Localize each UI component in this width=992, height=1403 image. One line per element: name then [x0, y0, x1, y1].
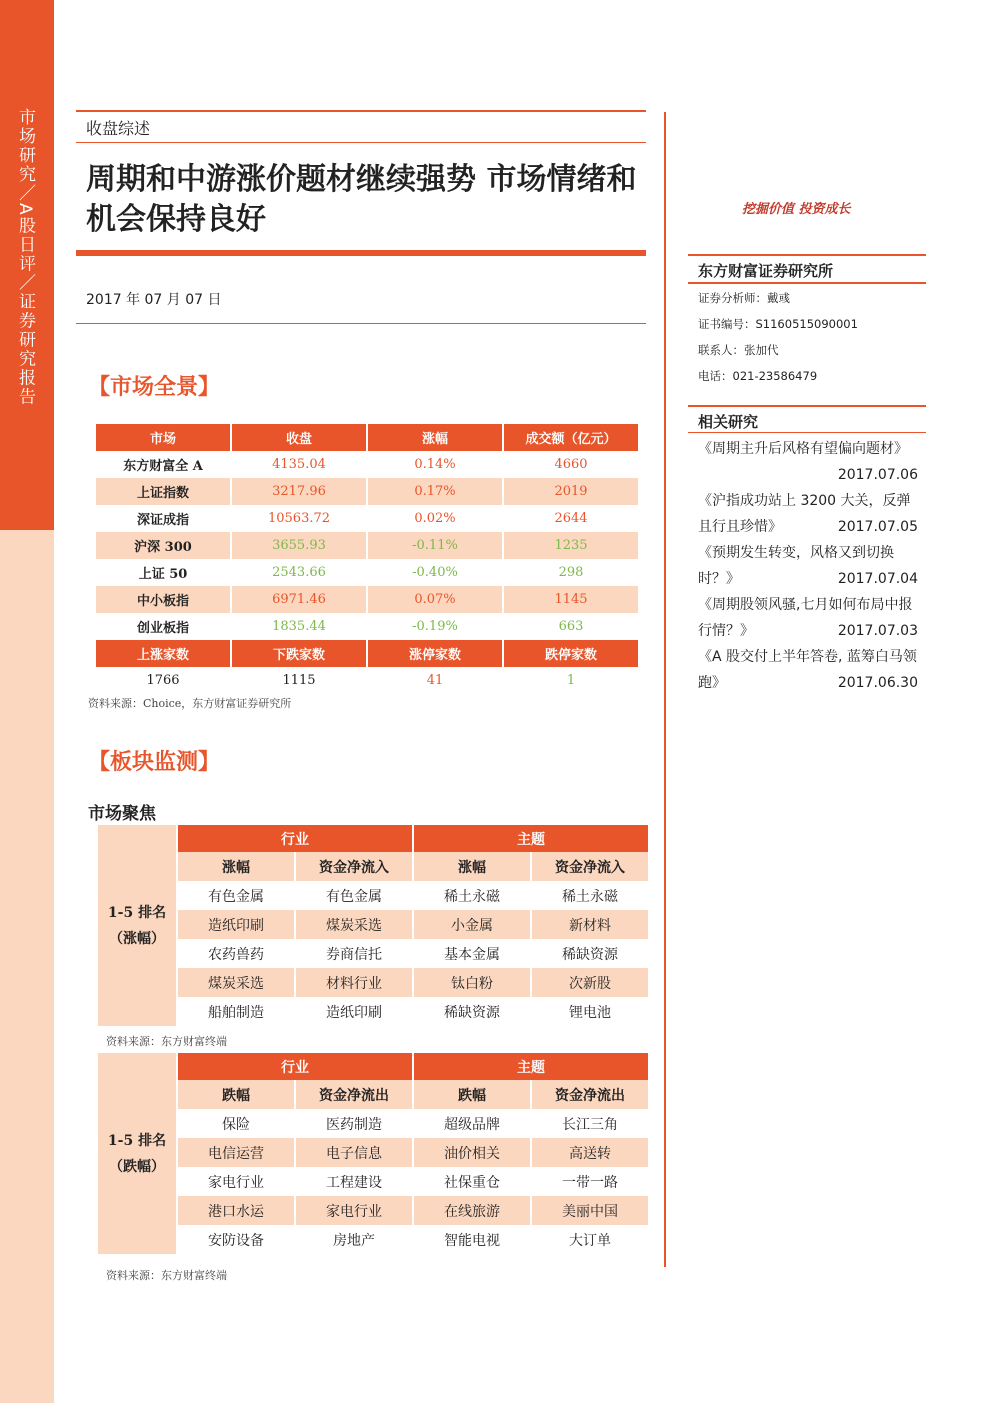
report-date: 2017 年 07 月 07 日: [86, 292, 222, 308]
table-row: [98, 1225, 648, 1254]
table-cell: 安防设备: [208, 1232, 264, 1249]
table-row: [96, 478, 638, 505]
rank-label-line: （涨幅）: [109, 930, 165, 947]
section-label: 收盘综述: [86, 119, 151, 138]
group-header-industry: 行业: [178, 825, 412, 852]
table-row: [96, 613, 638, 640]
report-title: 周期和中游涨价题材继续强势 市场情绪和机会保持良好: [86, 162, 637, 237]
table-cell: 长江三角: [562, 1116, 618, 1133]
rank-label-line: （跌幅）: [109, 1158, 165, 1175]
related-bottom-rule: [688, 432, 926, 433]
declining-count: 1115: [282, 673, 316, 688]
table-cell: 小金属: [414, 910, 530, 939]
org-name: 东方财富证券研究所: [698, 262, 834, 280]
market-overview-heading: 【市场全景】: [88, 374, 221, 400]
table-row: [98, 997, 648, 1026]
index-name: 创业板指: [136, 621, 189, 636]
table-cell: 钛白粉: [414, 968, 530, 997]
table-header-row: [96, 424, 638, 451]
table-row: [98, 939, 648, 968]
sector-monitor-heading: 【板块监测】: [88, 749, 221, 775]
table-cell: 稀土永磁: [562, 888, 618, 905]
index-volume: 1235: [504, 532, 638, 559]
company-slogan: 挖掘价值 投资成长: [742, 202, 851, 217]
index-volume: 298: [558, 565, 584, 580]
table-cell: 稀缺资源: [562, 946, 618, 963]
index-volume: 1145: [504, 586, 638, 613]
table-cell: 煤炭采选: [178, 968, 294, 997]
index-volume: 663: [558, 619, 584, 634]
related-report-title[interactable]: 《预期发生转变，风格又到切换时？》: [698, 545, 894, 587]
index-change: -0.11%: [368, 532, 502, 559]
index-close: 10563.72: [267, 511, 331, 526]
index-close: 6971.46: [232, 586, 366, 613]
index-close: 1835.44: [272, 619, 326, 634]
table-cell: 造纸印刷: [326, 1004, 382, 1021]
gainers-table: [96, 825, 650, 1026]
group-header-industry: 行业: [178, 1053, 412, 1080]
header-thick-rule: [76, 250, 646, 256]
related-report-date: 2017.07.03: [837, 623, 918, 639]
table-cell: 房地产: [333, 1232, 375, 1249]
table-row: [98, 881, 648, 910]
index-close: 3217.96: [232, 478, 366, 505]
market-table: [94, 424, 640, 694]
sub-header-row: [98, 1080, 648, 1109]
table-row: [96, 505, 638, 532]
table-row: [98, 1109, 648, 1138]
sub-header-row: [98, 852, 648, 881]
table-source-note: 资料来源：东方财富终端: [106, 1269, 227, 1282]
related-report-title[interactable]: 《沪指成功站上 3200 大关，反弹且行且珍惜》: [698, 493, 911, 535]
table-cell: 美丽中国: [532, 1196, 648, 1225]
index-volume: 2019: [504, 478, 638, 505]
index-change: -0.40%: [412, 565, 458, 580]
index-change: 0.14%: [414, 457, 456, 472]
table-cell: 家电行业: [296, 1196, 412, 1225]
group-header-row: [98, 1053, 648, 1080]
table-cell: 家电行业: [208, 1174, 264, 1191]
table-row: [96, 451, 638, 478]
column-header: 跌幅: [414, 1080, 530, 1109]
table-cell: 保险: [222, 1116, 250, 1133]
table-cell: 造纸印刷: [178, 910, 294, 939]
column-header: 涨幅: [414, 852, 530, 881]
related-report-date: 2017.07.06: [837, 467, 918, 483]
related-report[interactable]: [698, 644, 918, 696]
table-cell: 有色金属: [208, 888, 264, 905]
column-header: 收盘: [232, 424, 366, 451]
analyst-name: 证券分析师：戴彧: [698, 291, 790, 305]
column-header: 下跌家数: [232, 640, 366, 667]
table-cell: 电信运营: [178, 1138, 294, 1167]
rank-label-line: 1-5 排名: [107, 1132, 167, 1149]
table-cell: 有色金属: [326, 888, 382, 905]
column-header: 跌幅: [178, 1080, 294, 1109]
table-source-note: 资料来源：Choice，东方财富证券研究所: [88, 697, 292, 710]
column-header: 资金净流入: [296, 852, 412, 881]
org-top-rule: [688, 254, 926, 256]
related-report-date: 2017.07.04: [837, 571, 918, 587]
table-cell: 智能电视: [444, 1232, 500, 1249]
market-focus-subheading: 市场聚焦: [88, 804, 156, 824]
table-cell: 高送转: [532, 1138, 648, 1167]
table-row: [96, 586, 638, 613]
index-volume: 4660: [554, 457, 588, 472]
index-change: 0.17%: [368, 478, 502, 505]
group-header-theme: 主题: [414, 1053, 648, 1080]
column-header: 涨幅: [368, 424, 502, 451]
table-cell: 煤炭采选: [296, 910, 412, 939]
table-row: [98, 1167, 648, 1196]
header-rule: [76, 110, 646, 112]
index-name: 深证成指: [136, 513, 189, 528]
related-report-date: 2017.07.05: [837, 519, 918, 535]
table-cell: 稀缺资源: [444, 1004, 500, 1021]
column-header: 成交额（亿元）: [504, 424, 638, 451]
related-report[interactable]: [698, 540, 918, 592]
rank-label: [98, 1053, 176, 1254]
related-report-title[interactable]: 《周期主升后风格有望偏向题材》: [698, 441, 908, 457]
table-cell: 超级品牌: [444, 1116, 500, 1133]
column-header: 资金净流入: [532, 852, 648, 881]
related-top-rule: [688, 405, 926, 407]
table-cell: 基本金属: [444, 946, 500, 963]
header-rule: [76, 142, 646, 143]
table-row: [96, 559, 638, 586]
org-bottom-rule: [688, 282, 926, 284]
certificate-number: 证书编号：S1160515090001: [698, 317, 858, 331]
limit-up-count: 41: [426, 673, 444, 688]
table-cell: 新材料: [532, 910, 648, 939]
table-cell: 一带一路: [562, 1174, 618, 1191]
breadth-header-row: [96, 640, 638, 667]
table-row: [98, 1138, 648, 1167]
table-cell: 材料行业: [296, 968, 412, 997]
contact-person: 联系人：张加代: [698, 343, 779, 357]
table-cell: 农药兽药: [208, 946, 264, 963]
index-change: 0.07%: [368, 586, 502, 613]
table-row: [98, 968, 648, 997]
rank-label-line: 1-5 排名: [107, 904, 167, 921]
date-rule: [76, 323, 646, 324]
column-header: 涨停家数: [368, 640, 502, 667]
advancing-count: 1766: [146, 673, 180, 688]
table-cell: 次新股: [532, 968, 648, 997]
table-source-note: 资料来源：东方财富终端: [106, 1035, 227, 1048]
table-cell: 电子信息: [296, 1138, 412, 1167]
column-header: 跌停家数: [504, 640, 638, 667]
index-name: 东方财富全 A: [123, 459, 203, 474]
related-report-title[interactable]: 《周期股领风骚,七月如何布局中报行情？》: [698, 597, 913, 639]
related-report[interactable]: [698, 436, 918, 488]
index-name: 上证 50: [138, 567, 188, 582]
index-close: 4135.04: [272, 457, 326, 472]
related-report[interactable]: [698, 592, 918, 644]
sidebar-report-type: 市场研究／A股日评／证券研究报告: [15, 108, 35, 407]
group-header-theme: 主题: [414, 825, 648, 852]
index-change: 0.02%: [414, 511, 456, 526]
table-cell: 稀土永磁: [444, 888, 500, 905]
related-research-heading: 相关研究: [698, 413, 759, 431]
table-row: [98, 910, 648, 939]
column-header: 资金净流出: [296, 1080, 412, 1109]
table-cell: 大订单: [569, 1232, 611, 1249]
table-cell: 锂电池: [569, 1004, 611, 1021]
breadth-row: [96, 667, 638, 694]
table-row: [96, 532, 638, 559]
index-name: 沪深 300: [96, 532, 230, 559]
table-cell: 社保重仓: [444, 1174, 500, 1191]
table-cell: 油价相关: [414, 1138, 530, 1167]
table-cell: 在线旅游: [414, 1196, 530, 1225]
index-close: 2543.66: [272, 565, 326, 580]
related-report-title[interactable]: 《A 股交付上半年答卷, 蓝筹白马领跑》: [698, 649, 917, 691]
phone-number: 电话：021-23586479: [698, 369, 818, 383]
table-cell: 港口水运: [178, 1196, 294, 1225]
limit-down-count: 1: [566, 673, 576, 688]
related-report[interactable]: [698, 488, 918, 540]
related-report-date: 2017.06.30: [837, 675, 918, 691]
index-volume: 2644: [554, 511, 588, 526]
index-change: -0.19%: [412, 619, 458, 634]
column-header: 市场: [96, 424, 230, 451]
table-cell: 工程建设: [326, 1174, 382, 1191]
column-divider: [664, 112, 666, 1267]
table-row: [98, 1196, 648, 1225]
column-header: 上涨家数: [96, 640, 230, 667]
sidebar-light-bar: [0, 530, 54, 1403]
table-cell: 医药制造: [326, 1116, 382, 1133]
rank-label: [98, 825, 176, 1026]
index-name: 中小板指: [96, 586, 230, 613]
losers-table: [96, 1053, 650, 1254]
column-header: 资金净流出: [532, 1080, 648, 1109]
table-cell: 券商信托: [326, 946, 382, 963]
group-header-row: [98, 825, 648, 852]
index-name: 上证指数: [96, 478, 230, 505]
column-header: 涨幅: [178, 852, 294, 881]
table-cell: 船舶制造: [208, 1004, 264, 1021]
index-close: 3655.93: [232, 532, 366, 559]
